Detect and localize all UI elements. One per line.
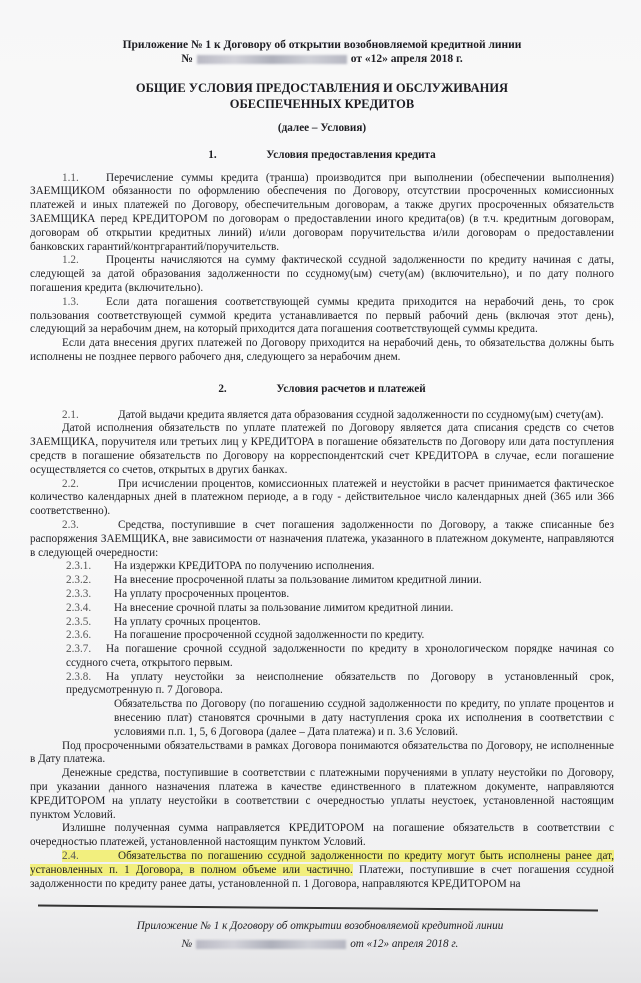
footer-divider [38, 905, 598, 912]
clause-number: 2.3.4. [66, 601, 92, 614]
section-number: 1. [208, 148, 217, 161]
clause-2-3-8 [66, 671, 614, 699]
title-line2: ОБЕСПЕЧЕННЫХ КРЕДИТОВ [229, 97, 415, 111]
clause-text: Проценты начисляются на сумму фактической ссудной задолженности по кредиту начиная с даты, следующей за датой образования задолженности по ссудному(ым) счету(ам) (включительно), и по дату полного погашения кредита (включительно). [30, 254, 614, 294]
clause-text: На погашение срочной ссудной задолженности по кредиту в хронологическом порядке начиная со ссудного счета, открытого первым. [66, 643, 614, 669]
clause-2-2 [30, 478, 614, 519]
number-sign: № [181, 938, 193, 951]
header-line2 [30, 52, 614, 66]
header-date: от «12» апреля 2018 г. [350, 53, 463, 65]
clause-2-3-7 [66, 643, 614, 671]
clause-2-4 [30, 850, 614, 891]
clause-number: 2.3.5. [66, 615, 92, 628]
clause-2-1-continued: Датой исполнения обязательств по уплате платежей по Договору является дата списания средств со счетов ЗАЕМЩИКА, поручителя или третьих лиц у КРЕДИТОРА в погашение обязательств по Договору или дата поступления средств в погашение обязательств по Договору на корреспондентский счет КРЕДИТОРА в случае, если погашение осуществляется со счетов, открытых в других банках. [30, 422, 614, 476]
clause-text: На уплату просроченных процентов. [114, 587, 290, 600]
clause-text: Средства, поступившие в счет погашения задолженности по Договору, а также списанные без распоряжения ЗАЕМЩИКА, вне зависимости от назначения платежа, указанного в платежном документе, направляются в следующей очередности: [30, 518, 614, 559]
header-line1: Приложение № 1 к Договору об открытии возобновляемой кредитной линии [122, 39, 522, 51]
clause-text: При исчислении процентов, комиссионных платежей и неустойки в расчет принимается фактическое количество календарных дней в платежном периоде, а в году - действительное число календарных дней (365 или 366 соответственно). [30, 477, 614, 518]
clause-number: 2.1. [62, 408, 79, 421]
clause-number: 2.3.1. [66, 560, 92, 573]
footer-line1: Приложение № 1 к Договору об открытии возобновляемой кредитной линии [136, 920, 504, 933]
clause-number: 2.3.7. [66, 643, 92, 656]
document-title [30, 80, 614, 112]
clause-1-3 [30, 296, 614, 337]
penalty-funds-paragraph: Денежные средства, поступившие в соответствии с платежными поручениями в уплату неустойки по Договору, при указании данного назначения платежа в качестве единственного в платежном документе, направляются КРЕДИТОРОМ на уплату неустойки в соответствии с очередностью уплаты неустоек, установленной настоящим пунктом Условий. [30, 767, 614, 821]
clause-text: Если дата погашения соответствующей суммы кредита приходится на нерабочий день, то срок пользования соответствующей суммой кредита устанавливается по первый рабочий день (включая этот день), следующий за нерабочим днем, на который приходится дата погашения соответствующей суммы кредита. [30, 295, 614, 336]
document-body [30, 38, 614, 891]
footer-line2 [60, 935, 580, 953]
section-1-heading [30, 149, 614, 163]
clause-1-2 [30, 254, 614, 295]
clause-number: 2.3. [62, 518, 79, 531]
clause-2-3-5 [66, 616, 614, 630]
footer-date: от «12» апреля 2018 г. [350, 938, 459, 951]
redacted-contract-number [197, 55, 347, 64]
clause-number: 2.3.8. [66, 670, 92, 683]
clause-number: 2.3.6. [66, 629, 92, 642]
clause-number: 1.2. [62, 254, 79, 267]
clause-number: 2.4. [62, 850, 79, 863]
clause-2-3-3 [66, 588, 614, 602]
excess-amount-paragraph: Излишне полученная сумма направляется КРЕДИТОРОМ на погашение обязательств в соответствии с очередностью платежей, установленной настоящим пунктом Условий. [30, 822, 614, 849]
clause-number: 2.3.3. [66, 587, 92, 600]
number-sign: № [181, 53, 193, 65]
obligations-paragraph: Обязательства по Договору (по погашению ссудной задолженности по кредиту, по уплате процентов и внесению плат) становятся срочными в дату наступления срока их исполнения в соответствии с условиями п.п. 1, 5, 6 Договора (далее – Дата платежа) и п. 3.6 Условий. [114, 698, 614, 738]
clause-number: 2.2. [62, 477, 79, 490]
clause-2-3-4 [66, 602, 614, 616]
section-number: 2. [218, 382, 227, 395]
clause-2-3 [30, 519, 614, 560]
clause-text: На уплату срочных процентов. [114, 615, 261, 628]
clause-number: 1.1. [62, 171, 79, 184]
clause-text: На уплату неустойки за неисполнение обязательств по Договору в установленный срок, предусмотренную п. 7 Договора. [66, 670, 614, 697]
appendix-header [30, 38, 614, 66]
section-2-heading [30, 383, 614, 397]
clause-text: На внесение просроченной платы за пользование лимитом кредитной линии. [114, 574, 482, 587]
clause-2-3-1 [66, 560, 614, 574]
clause-2-3-6 [66, 629, 614, 643]
clause-text: Платежи, поступившие в счет погашения ссудной задолженности по кредиту ранее даты, установленной п. 1 Договора, направляются КРЕДИТОРОМ на [30, 863, 614, 890]
clause-number: 1.3. [62, 295, 79, 308]
clause-text: На погашение просроченной ссудной задолженности по кредиту. [114, 629, 425, 642]
section-title: Условия предоставления кредита [266, 148, 436, 161]
clause-text: Перечисление суммы кредита (транша) производится при выполнении (обеспечении выполнения) ЗАЕМЩИКОМ обязанности по оформлению обеспечения по Договору, отсутствии просроченных комиссионных платежей и иных платежей по Договору, обеспечительным договорам, а также других просроченных обязательств ЗАЕМЩИКА перед КРЕДИТОРОМ по договорам о предоставлении иного кредита(ов) (в т.ч. кредитным договорам, договорам об открытии кредитных линий) и/или договорам поручительства и/или договорам о предоставлении банковских гарантий/контргарантий/поручительств. [30, 171, 614, 253]
section-title: Условия расчетов и платежей [276, 382, 426, 395]
title-line1: ОБЩИЕ УСЛОВИЯ ПРЕДОСТАВЛЕНИЯ И ОБСЛУЖИВАНИЯ [135, 81, 509, 95]
clause-text: На внесение срочной платы за пользование лимитом кредитной линии. [114, 601, 454, 614]
clause-2-3-2 [66, 574, 614, 588]
clause-number: 2.3.2. [66, 574, 92, 587]
clause-2-1 [30, 409, 614, 423]
redacted-contract-number [196, 940, 346, 949]
clause-text: Датой выдачи кредита является дата образования ссудной задолженности по ссудному(ым) счету(ам). [118, 408, 604, 421]
overdue-paragraph: Под просроченными обязательствами в рамках Договора понимаются обязательства по Договору, не исполненные в Дату платежа. [30, 739, 614, 766]
document-subtitle: (далее – Условия) [277, 122, 367, 134]
clause-1-3-continued: Если дата внесения других платежей по Договору приходится на нерабочий день, то обязательства должны быть исполнены не позднее первого рабочего дня, следующего за нерабочим днем. [30, 337, 614, 363]
clause-text: На издержки КРЕДИТОРА по получению исполнения. [114, 560, 375, 573]
appendix-footer [60, 917, 580, 953]
clause-1-1 [30, 172, 614, 255]
clause-text-highlighted: Обязательства по погашению ссудной задолженности по кредиту могут быть исполнены ранее дат, установленных п. 1 Договора, в полном объеме или частично. [30, 850, 614, 876]
